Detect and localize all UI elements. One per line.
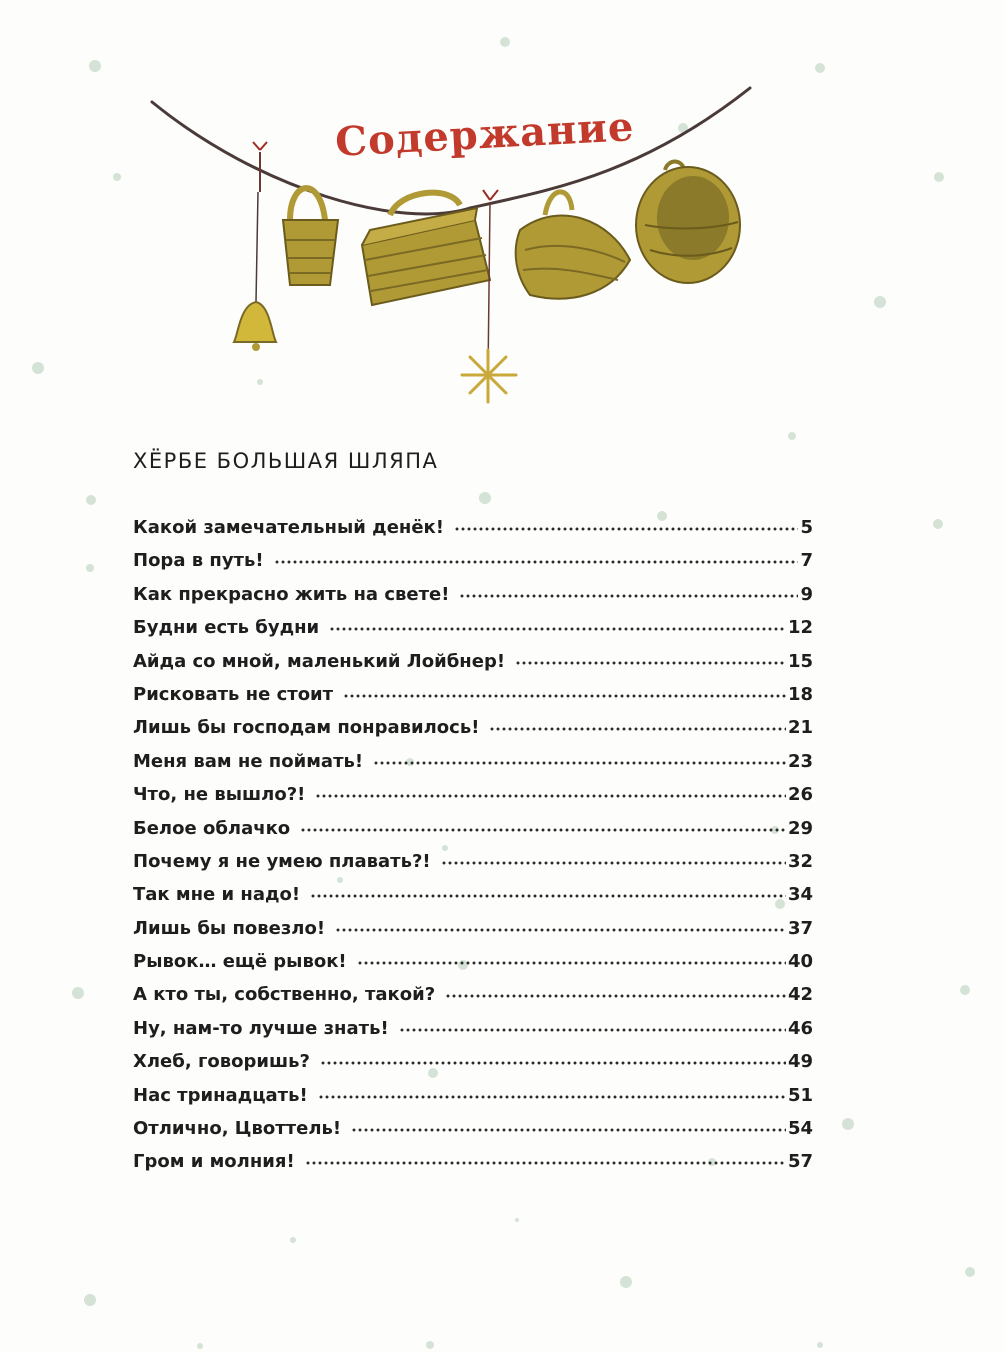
toc-entry[interactable]	[133, 513, 813, 546]
toc-entry-page: 57	[787, 1151, 813, 1173]
dot-leader	[305, 1148, 786, 1168]
dot-leader	[310, 881, 786, 901]
toc-entry[interactable]	[133, 880, 813, 913]
toc-entry-title: Рисковать не стоит	[133, 683, 334, 705]
dot-leader	[329, 614, 786, 634]
toc-entry-title: Какой замечательный денёк!	[133, 517, 444, 538]
toc-entry-title: Нас тринадцать!	[133, 1084, 308, 1106]
toc-entry-page: 15	[787, 650, 813, 672]
toc-entry[interactable]	[133, 580, 813, 613]
soft-basket-icon	[516, 192, 630, 299]
toc-entry-title: Хлеб, говоришь?	[133, 1051, 310, 1073]
toc-entry[interactable]	[133, 1081, 813, 1114]
toc-entry-page: 40	[787, 951, 813, 973]
toc-entry-page: 49	[787, 1051, 813, 1073]
dot-leader	[441, 848, 786, 868]
toc-entry-page: 9	[800, 583, 813, 605]
toc-entry-page: 26	[787, 784, 813, 806]
toc-entry-title: Белое облачко	[133, 817, 291, 839]
toc-entry-title: Лишь бы господам понравилось!	[133, 717, 480, 739]
toc-entry-title: Так мне и надо!	[133, 884, 301, 906]
toc-entry-page: 5	[800, 517, 813, 538]
toc-entry-page: 54	[787, 1118, 813, 1140]
toc-entry[interactable]	[133, 1047, 813, 1080]
toc-entry-page: 7	[800, 550, 813, 572]
dot-leader	[357, 948, 786, 968]
toc-entry[interactable]	[133, 680, 813, 713]
dot-leader	[373, 748, 786, 768]
toc-entry-title: Гром и молния!	[133, 1151, 295, 1173]
dot-leader	[399, 1015, 786, 1035]
small-basket-icon	[234, 142, 338, 351]
toc-entry[interactable]	[133, 1014, 813, 1047]
round-basket-icon	[636, 162, 740, 283]
toc-entry[interactable]	[133, 947, 813, 980]
toc-entry-title: Будни есть будни	[133, 617, 320, 639]
toc-entry[interactable]	[133, 1147, 813, 1180]
toc-entry-title: Что, не вышло?!	[133, 784, 306, 806]
dot-leader	[454, 514, 799, 534]
bell-icon	[234, 302, 276, 342]
baskets-garland-illustration	[140, 80, 760, 420]
toc-entry-page: 51	[787, 1084, 813, 1106]
dot-leader	[515, 648, 786, 668]
toc-entry-title: Пора в путь!	[133, 550, 264, 572]
toc-entry-page: 12	[787, 617, 813, 639]
toc-entry-page: 34	[787, 884, 813, 906]
dot-leader	[445, 981, 786, 1001]
toc-entry[interactable]	[133, 546, 813, 579]
toc-entry[interactable]	[133, 747, 813, 780]
toc-entry-page: 23	[787, 750, 813, 772]
table-of-contents	[133, 513, 813, 1181]
toc-entry-title: Как прекрасно жить на свете!	[133, 583, 450, 605]
toc-entry-title: Айда со мной, маленький Лойбнер!	[133, 650, 506, 672]
dot-leader	[318, 1082, 786, 1102]
toc-entry-title: Меня вам не поймать!	[133, 750, 364, 772]
toc-entry[interactable]	[133, 847, 813, 880]
toc-entry-title: Лишь бы повезло!	[133, 917, 326, 939]
toc-entry-title: Почему я не умею плавать?!	[133, 850, 431, 872]
toc-entry-page: 42	[787, 984, 813, 1006]
toc-entry-page: 32	[787, 850, 813, 872]
toc-entry[interactable]	[133, 713, 813, 746]
toc-entry-page: 46	[787, 1017, 813, 1039]
toc-entry-title: Отлично, Цвоттель!	[133, 1118, 342, 1140]
toc-entry-page: 18	[787, 683, 813, 705]
toc-entry-title: Рывок… ещё рывок!	[133, 951, 347, 973]
toc-entry[interactable]	[133, 914, 813, 947]
toc-entry-title: А кто ты, собственно, такой?	[133, 984, 436, 1006]
section-heading: ХЁРБЕ БОЛЬШАЯ ШЛЯПА	[133, 449, 439, 473]
contents-title: Содержание	[334, 103, 636, 166]
toc-entry-page: 37	[787, 917, 813, 939]
toc-entry-page: 21	[787, 717, 813, 739]
dot-leader	[335, 915, 786, 935]
dot-leader	[489, 714, 786, 734]
dot-leader	[274, 547, 799, 567]
dot-leader	[315, 781, 786, 801]
toc-entry-page: 29	[787, 817, 813, 839]
toc-entry[interactable]	[133, 613, 813, 646]
dot-leader	[300, 815, 786, 835]
dot-leader	[351, 1115, 786, 1135]
toc-entry[interactable]	[133, 814, 813, 847]
toc-entry[interactable]	[133, 1114, 813, 1147]
dot-leader	[343, 681, 786, 701]
toc-entry-title: Ну, нам-то лучше знать!	[133, 1017, 389, 1039]
toc-entry[interactable]	[133, 980, 813, 1013]
toc-entry[interactable]	[133, 780, 813, 813]
dot-leader	[459, 581, 798, 601]
dot-leader	[320, 1048, 786, 1068]
toc-entry[interactable]	[133, 647, 813, 680]
